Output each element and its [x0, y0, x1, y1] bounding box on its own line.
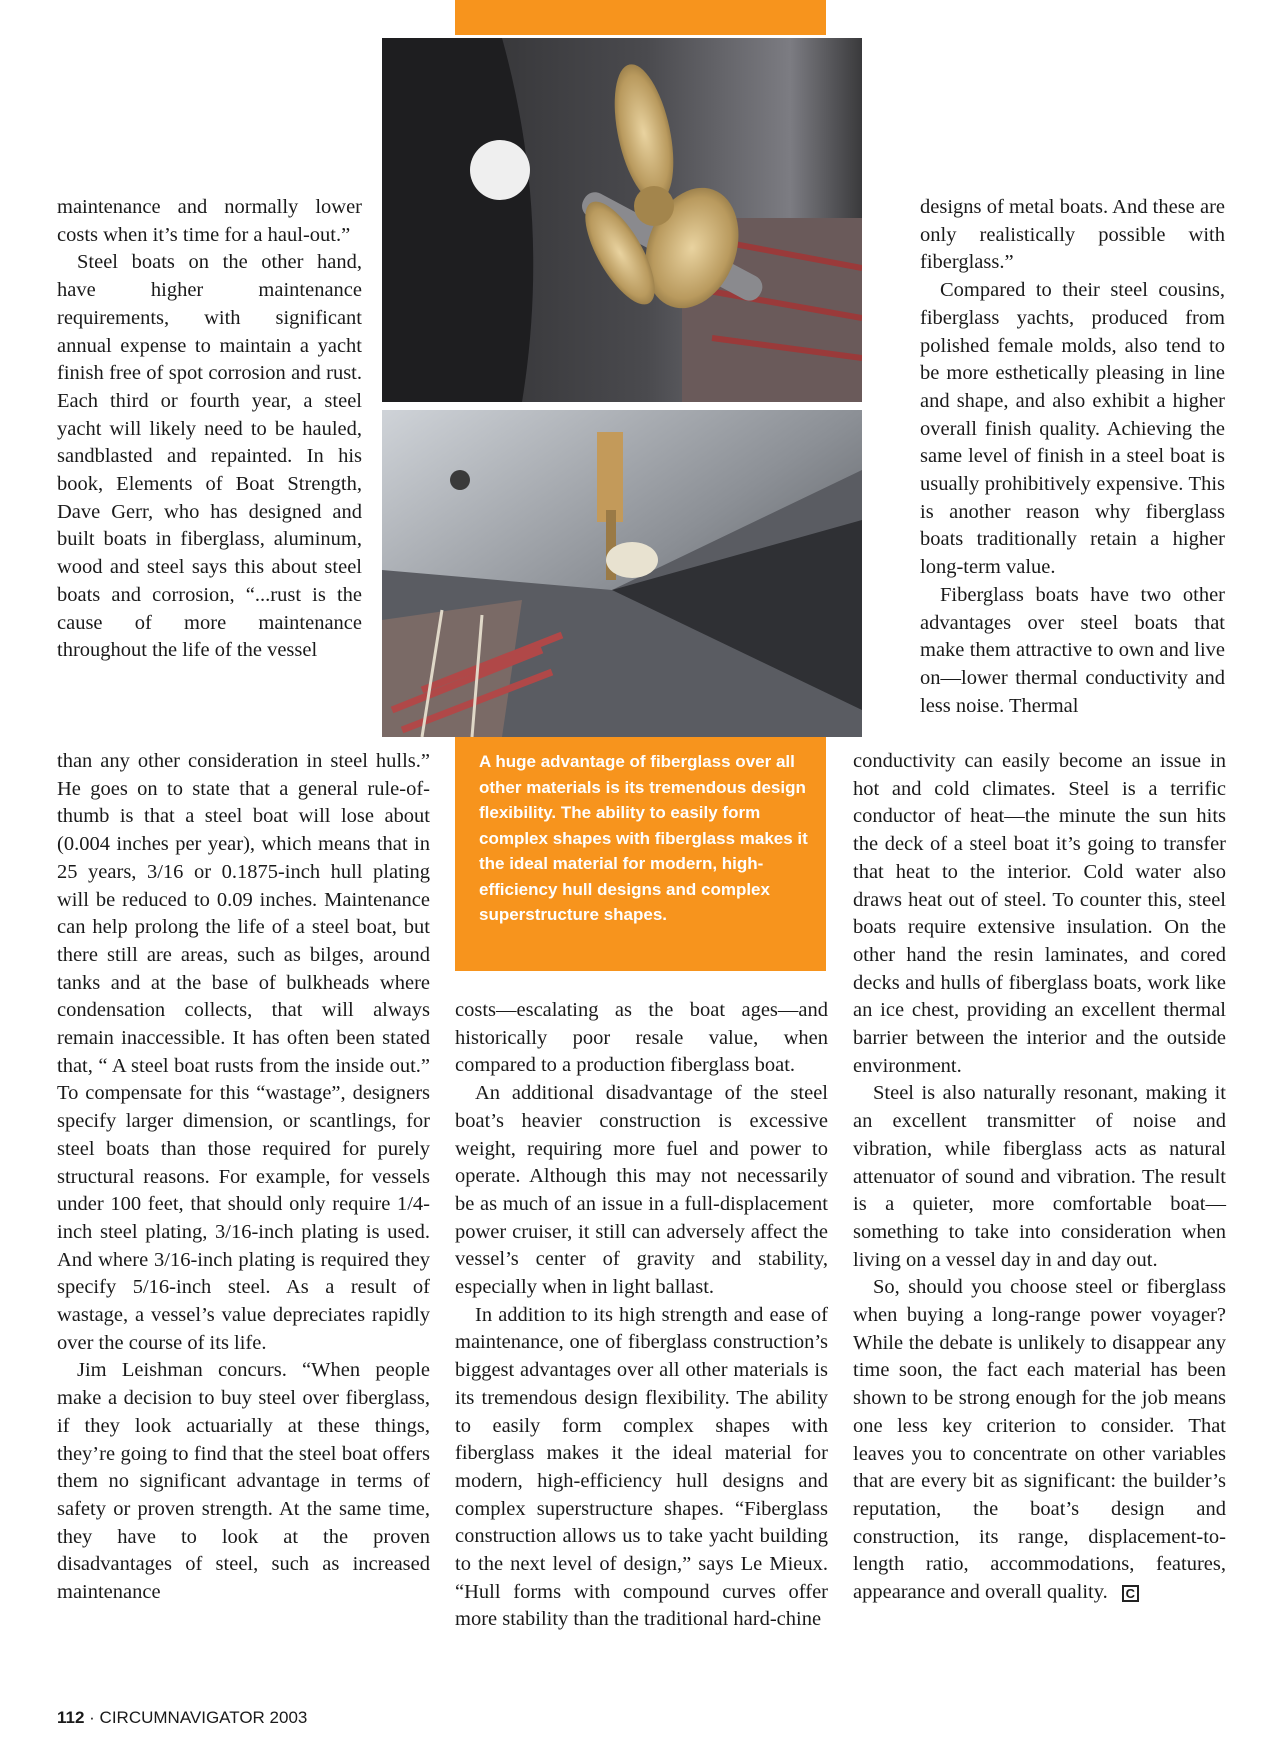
text-column-right-top — [920, 194, 1225, 720]
page-footer — [57, 1708, 307, 1728]
paragraph: Compared to their steel cousins, fiberglass yachts, produced from polished female molds, also tend to be more esthetically pleasing in line and shape, and also exhibit a higher overall finish quality. Achieving the same level of finish in a steel boat is usually prohibitively expensive. This is another reason why fiberglass boats traditionally retain a higher long-term value. — [920, 279, 1225, 579]
paragraph: An additional disadvantage of the steel boat’s heavier construction is excessive weight, requiring more fuel and power to operate. Although this may not necessarily be as much of an issue in a full-displacement power cruiser, it still can adversely affect the vessel’s center of gravity and stability, especially when in light ballast. — [455, 1082, 828, 1299]
paragraph-final — [853, 1274, 1226, 1606]
text-column-middle — [455, 997, 828, 1634]
hull-underside-photo — [382, 410, 862, 737]
hull-underside-photo-graphic — [382, 410, 862, 737]
paragraph: maintenance and normally lower costs when it’s time for a haul-out.” — [57, 196, 362, 246]
text-column-right-bottom — [853, 748, 1226, 1607]
publication-name: CIRCUMNAVIGATOR 2003 — [99, 1708, 308, 1727]
paragraph: conductivity can easily become an issue in hot and cold climates. Steel is a terrific conductor of heat—the minute the sun hits the deck of a steel boat it’s going to transfer that heat to the interior. Cold water also draws heat out of steel. To counter this, steel boats require extensive insulation. On the other hand the resin laminates, and cored decks and hulls of fiberglass boats, work like an ice chest, providing an excellent thermal barrier between the interior and the outside environment. — [853, 750, 1226, 1077]
paragraph: Steel is also naturally resonant, making it an excellent transmitter of noise and vibration, while fiberglass acts as natural attenuator of sound and vibration. The result is a quieter, more comfortable boat—something to take into consideration when living on a vessel day in and day out. — [853, 1082, 1226, 1271]
paragraph: Fiberglass boats have two other advantages over steel boats that make them attractive to own and live on—lower thermal conductivity and less noise. Thermal — [920, 583, 1225, 717]
propeller-photo — [382, 38, 862, 402]
text-column-left-top — [57, 194, 362, 665]
paragraph: than any other consideration in steel hulls.” He goes on to state that a general rule-of-thumb is that a steel boat will lose about (0.004 inches per year), which means that in 25 years, 3/16 or 0.1875-inch hull plating will be reduced to 0.09 inches. Maintenance can help prolong the life of a steel boat, but there still are areas, such as bilges, around tanks and at the base of bulkheads where condensation collects, that will always remain inaccessible. It has often been stated that, “ A steel boat rusts from the inside out.” To compensate for this “wastage”, designers specify larger dimension, or scantlings, for steel boats than those required for purely structural reasons. For example, for vessels under 100 feet, that should only require 1/4-inch steel plating, 3/16-inch plating is used. And where 3/16-inch plating is required they specify 5/16-inch steel. As a result of wastage, a vessel’s value depreciates rapidly over the course of its life. — [57, 750, 430, 1354]
paragraph: costs—escalating as the boat ages—and historically poor resale value, when compared to a production fiberglass boat. — [455, 999, 828, 1077]
orange-top-bar — [455, 0, 826, 35]
propeller-photo-graphic — [382, 38, 862, 402]
paragraph-text: So, should you choose steel or fiberglass when buying a long-range power voyager? While the debate is unlikely to disappear any time soon, the fact each material has been shown to be strong enough for the job means one less key criterion to consider. That leaves you to concentrate on other variables that are every bit as significant: the builder’s reputation, the boat’s design and construction, its range, displacement-to-length ratio, accommodations, features, appearance and overall quality. — [853, 1276, 1226, 1604]
paragraph: Steel boats on the other hand, have higher maintenance requirements, with significant annual expense to maintain a yacht finish free of spot corrosion and rust. Each third or fourth year, a steel yacht will likely need to be hauled, sandblasted and repainted. In his book, Elements of Boat Strength, Dave Gerr, who has designed and built boats in fiberglass, aluminum, wood and steel says this about steel boats and corrosion, “...rust is the cause of more maintenance throughout the life of the vessel — [57, 251, 362, 662]
end-mark-icon: C — [1122, 1585, 1139, 1602]
photo-caption: A huge advantage of fiberglass over all other materials is its tremendous design flexibility. The ability to easily form complex shapes with fiberglass makes it the ideal material for modern, high-efficiency hull designs and complex superstructure shapes. — [455, 737, 826, 971]
text-column-left-bottom — [57, 748, 430, 1607]
footer-separator: · — [84, 1708, 100, 1727]
paragraph: designs of metal boats. And these are only realistically possible with fiberglass.” — [920, 196, 1225, 274]
paragraph: Jim Leishman concurs. “When people make a decision to buy steel over fiberglass, if they look actuarially at these things, they’re going to find that the steel boat offers them no significant advantage in terms of safety or proven strength. At the same time, they have to look at the proven disadvantages of steel, such as increased maintenance — [57, 1359, 430, 1604]
page-number: 112 — [57, 1708, 85, 1727]
paragraph: In addition to its high strength and ease of maintenance, one of fiberglass construction’s biggest advantages over all other materials is its tremendous design flexibility. The ability to easily form complex shapes with fiberglass makes it the ideal material for modern, high-efficiency hull designs and complex superstructure shapes. “Fiberglass construction allows us to take yacht building to the next level of design,” says Le Mieux. “Hull forms with compound curves offer more stability than the traditional hard-chine — [455, 1303, 828, 1631]
